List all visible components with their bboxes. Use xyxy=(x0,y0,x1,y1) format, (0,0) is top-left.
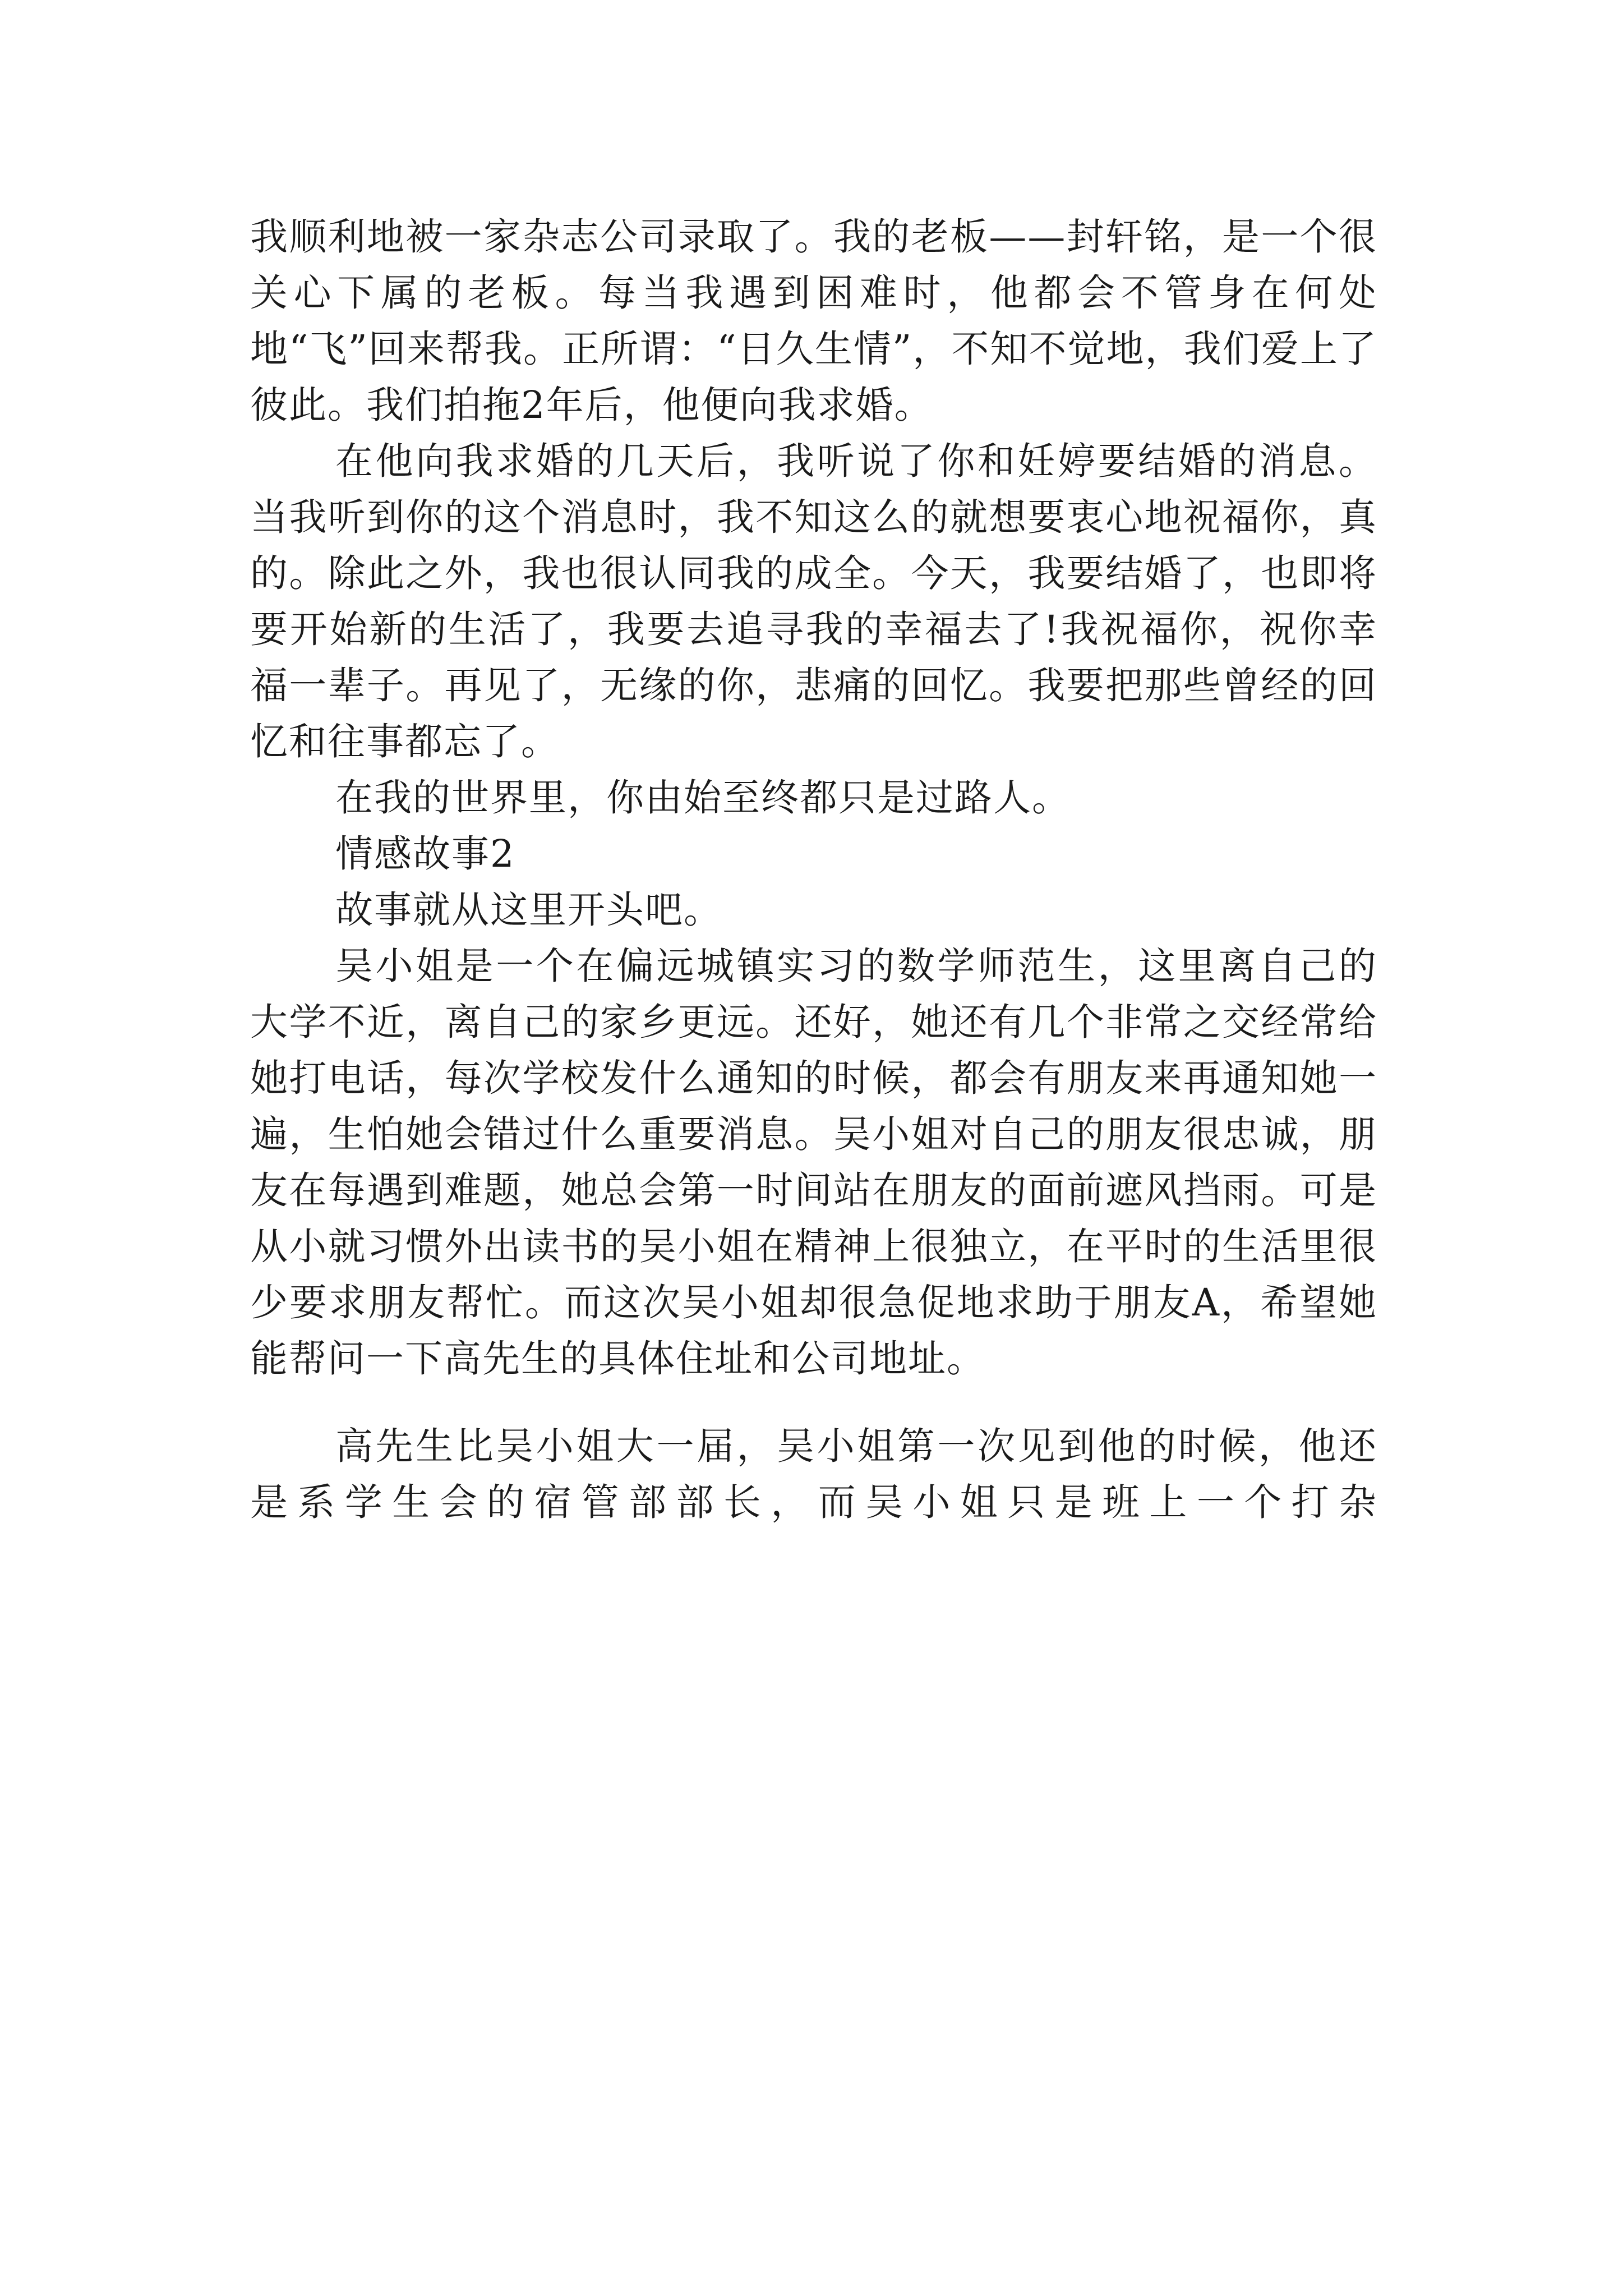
paragraph-2: 在他向我求婚的几天后，我听说了你和妊婷要结婚的消息。当我听到你的这个消息时，我不知这么的就想要衷心地祝福你，真的。除此之外，我也很认同我的成全。今天，我要结婚了，也即将要开始新的生活了，我要去追寻我的幸福去了!我祝福你，祝你幸福一辈子。再见了，无缘的你，悲痛的回忆。我要把那些曾经的回忆和往事都忘了。 xyxy=(250,439,1377,763)
paragraph-5: 吴小姐是一个在偏远城镇实习的数学师范生，这里离自己的大学不近，离自己的家乡更远。还好，她还有几个非常之交经常给她打电话，每次学校发什么通知的时候，都会有朋友来再通知她一遍，生怕她会错过什么重要消息。吴小姐对自己的朋友很忠诚，朋友在每遇到难题，她总会第一时间站在朋友的面前遮风挡雨。可是从小就习惯外出读书的吴小姐在精神上很独立，在平时的生活里很少要求朋友帮忙。而这次吴小姐却很急促地求助于朋友A，希望她能帮问一下高先生的具体住址和公司地址。 xyxy=(250,944,1377,1381)
paragraph-4: 故事就从这里开头吧。 xyxy=(335,888,722,932)
paragraph-1: 我顺利地被一家杂志公司录取了。我的老板——封轩铭，是一个很关心下属的老板。每当我遇到困难时，他都会不管身在何处地“飞”回来帮我。正所谓：“日久生情”，不知不觉地，我们爱上了彼此。我们拍拖2年后，他便向我求婚。 xyxy=(250,215,1377,427)
document-body xyxy=(250,209,1377,1530)
section-heading: 情感故事2 xyxy=(335,832,515,876)
paragraph-3: 在我的世界里，你由始至终都只是过路人。 xyxy=(335,776,1071,820)
paragraph-6: 高先生比吴小姐大一届，吴小姐第一次见到他的时候，他还是系学生会的宿管部部长，而吴小姐只是班上一个打杂 xyxy=(250,1424,1377,1524)
